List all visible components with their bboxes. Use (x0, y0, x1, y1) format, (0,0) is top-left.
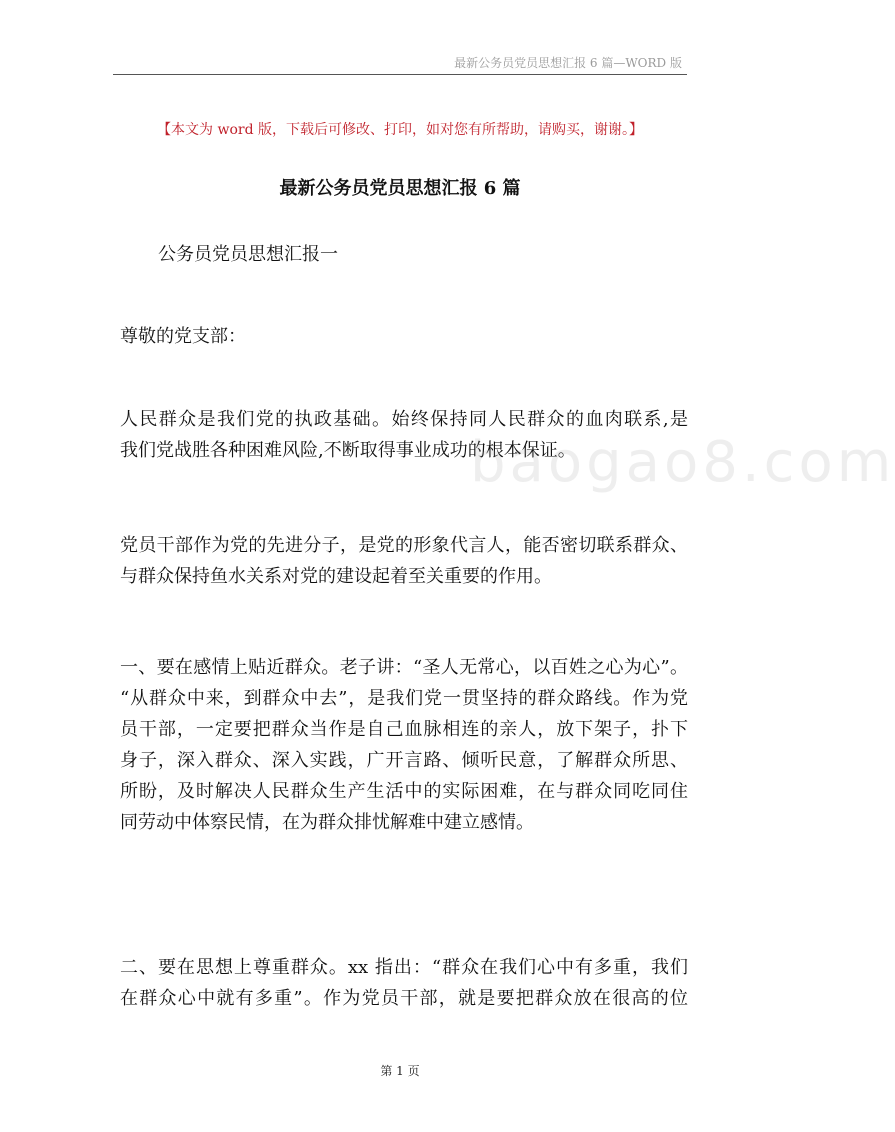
paragraph-line: 同劳动中体察民情，在为群众排忧解难中建立感情。 (120, 812, 534, 833)
paragraph (120, 652, 688, 838)
paragraph-line: 二、要在思想上尊重群众。xx 指出：“群众在我们心中有多重，我们 (120, 957, 688, 978)
paragraph-line: 人民群众是我们党的执政基础。始终保持同人民群众的血肉联系,是 (120, 409, 688, 430)
document-title: 最新公务员党员思想汇报 6 篇 (279, 178, 521, 199)
paragraph-line: “从群众中来，到群众中去”，是我们党一贯坚持的群众路线。作为党 (120, 688, 688, 709)
paragraph-line: 身子，深入群众、深入实践，广开言路、倾听民意，了解群众所思、 (120, 750, 688, 771)
paragraph-line: 所盼，及时解决人民群众生产生活中的实际困难，在与群众同吃同住 (120, 781, 688, 802)
paragraph (120, 404, 688, 466)
paragraph (120, 952, 688, 1014)
paragraph-line: 一、要在感情上贴近群众。老子讲：“圣人无常心，以百姓之心为心”。 (120, 657, 688, 678)
running-header: 最新公务员党员思想汇报 6 篇—WORD 版 (454, 56, 682, 70)
download-notice: 【本文为 word 版，下载后可修改、打印，如对您有所帮助，请购买，谢谢。】 (157, 122, 643, 138)
header-divider (113, 74, 687, 75)
paragraph-line: 我们党战胜各种困难风险,不断取得事业成功的根本保证。 (120, 440, 576, 461)
paragraph-line: 员干部，一定要把群众当作是自己血脉相连的亲人，放下架子，扑下 (120, 719, 688, 740)
watermark: baogao8.com (470, 430, 895, 495)
salutation: 尊敬的党支部： (120, 326, 246, 347)
paragraph-line: 在群众心中就有多重”。作为党员干部，就是要把群众放在很高的位 (120, 988, 688, 1009)
paragraph-line: 党员干部作为党的先进分子，是党的形象代言人，能否密切联系群众、 (120, 535, 688, 556)
page-number: 第 1 页 (380, 1064, 420, 1078)
section-subheading: 公务员党员思想汇报一 (158, 244, 338, 265)
paragraph (120, 530, 688, 592)
paragraph-line: 与群众保持鱼水关系对党的建设起着至关重要的作用。 (120, 566, 552, 587)
